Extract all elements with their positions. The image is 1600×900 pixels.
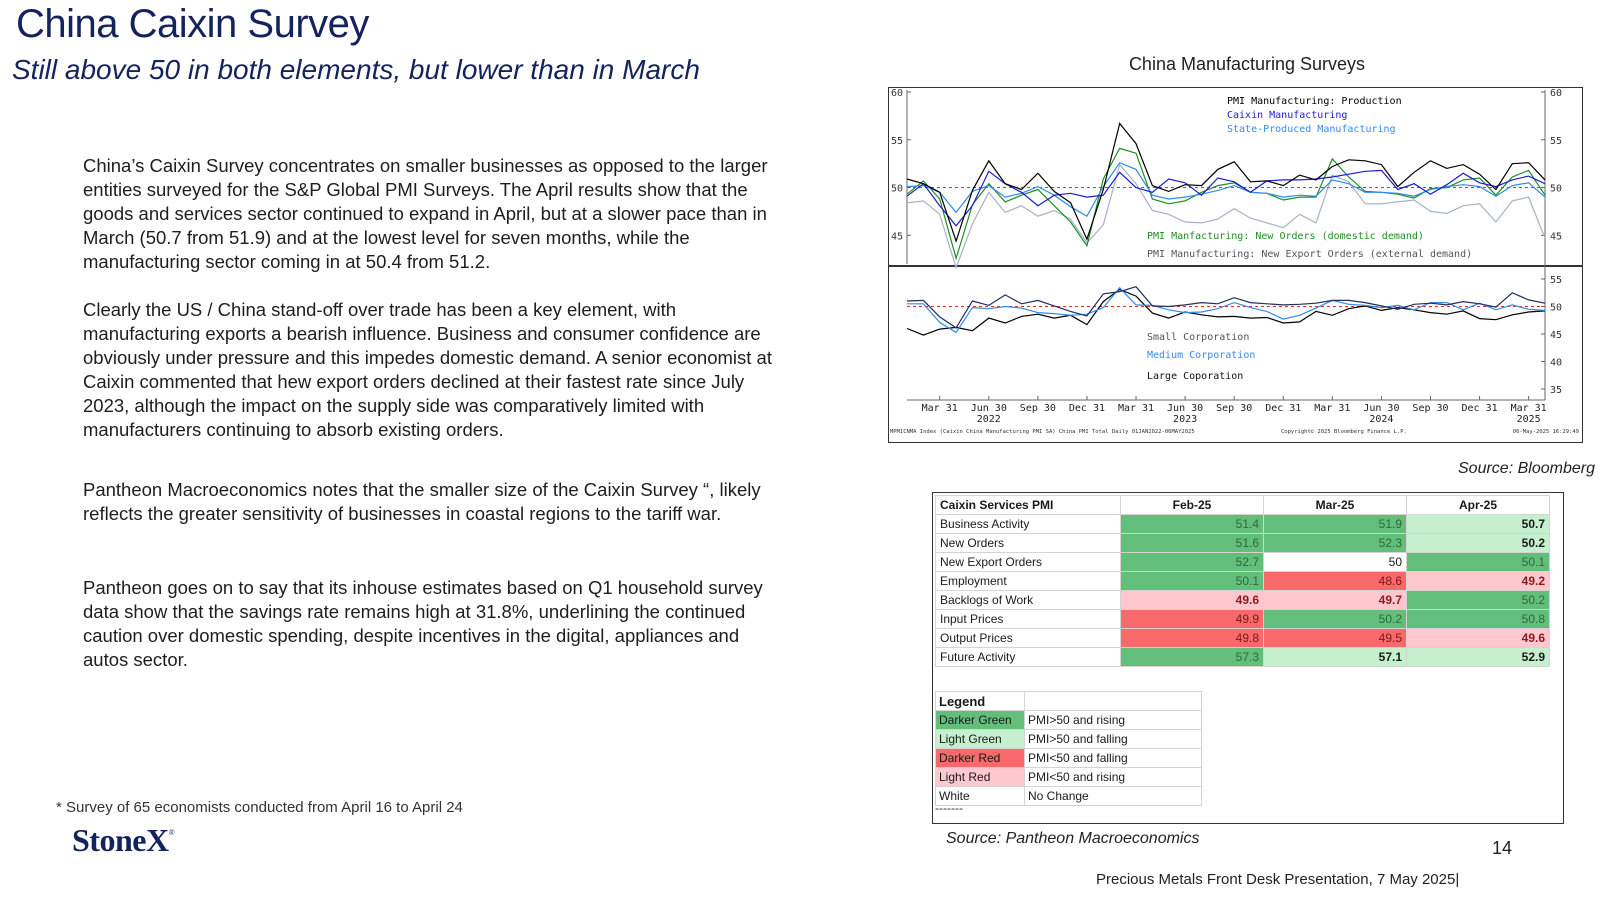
x-tick-label: Dec 31 bbox=[1461, 403, 1498, 414]
legend-blank-cell bbox=[1025, 692, 1202, 711]
x-tick-label: Jun 30 bbox=[1363, 403, 1400, 414]
table-cell: 50 bbox=[1264, 553, 1407, 572]
series-line bbox=[907, 170, 1545, 225]
legend-table bbox=[935, 691, 1202, 806]
legend-color-name: Darker Red bbox=[936, 749, 1025, 768]
legend-description: PMI<50 and rising bbox=[1025, 768, 1202, 787]
table-cell: 50.8 bbox=[1407, 610, 1550, 629]
table-cell: 49.7 bbox=[1264, 591, 1407, 610]
y-tick-label-right: 55 bbox=[1550, 275, 1563, 286]
table-cell: 51.9 bbox=[1264, 515, 1407, 534]
table-cell: 49.9 bbox=[1121, 610, 1264, 629]
y-tick-label-right: 45 bbox=[1550, 231, 1563, 243]
y-tick-label-right: 60 bbox=[1550, 88, 1563, 99]
legend-entry: PMI Manfacturing: New Orders (domestic demand) bbox=[1147, 231, 1424, 242]
table-cell: 50.1 bbox=[1407, 553, 1550, 572]
table-row bbox=[936, 629, 1550, 648]
page-subtitle: Still above 50 in both elements, but lower than in March bbox=[12, 54, 700, 85]
legend-entry: Small Corporation bbox=[1147, 332, 1250, 343]
y-tick-label-right: 50 bbox=[1550, 183, 1563, 195]
x-tick-label: Dec 31 bbox=[1068, 403, 1106, 414]
page-title: China Caixin Survey bbox=[16, 2, 369, 46]
legend-entry: PMI Manufacturing: New Export Orders (external demand) bbox=[1147, 249, 1473, 260]
x-tick-label: Sep 30 bbox=[1216, 403, 1253, 414]
legend-description: PMI<50 and falling bbox=[1025, 749, 1202, 768]
x-tick-label: Mar 31 bbox=[1117, 403, 1155, 414]
x-tick-label: Mar 31 bbox=[1510, 403, 1547, 414]
row-label: Future Activity bbox=[936, 648, 1121, 667]
body-paragraph-4: Pantheon goes on to say that its inhouse estimates based on Q1 household survey data show that the savings rate remains high at 31.8%, underlining the continued caution over domestic spending, despite incentives in the digital, appliances and autos sector. bbox=[83, 577, 763, 670]
dashes-divider: ------- bbox=[935, 801, 963, 815]
page-number: 14 bbox=[1492, 838, 1513, 858]
legend-entry: Caixin Manufacturing bbox=[1227, 110, 1348, 121]
chart-footer-left: MPMICNMA Index (Caixin China Manufacturing PMI SA) China PMI Total Daily 01JAN2022-06MAY2025 bbox=[890, 429, 1195, 435]
table-cell: 49.6 bbox=[1407, 629, 1550, 648]
legend-row bbox=[936, 711, 1202, 730]
table-cell: 50.2 bbox=[1407, 534, 1550, 553]
table-cell: 49.5 bbox=[1264, 629, 1407, 648]
table-cell: 52.3 bbox=[1264, 534, 1407, 553]
table-cell: 57.3 bbox=[1121, 648, 1264, 667]
x-tick-label: Sep 30 bbox=[1412, 403, 1449, 414]
logo-registered-mark: ® bbox=[168, 828, 175, 837]
row-label: Backlogs of Work bbox=[936, 591, 1121, 610]
y-tick-label-left: 60 bbox=[891, 88, 904, 99]
body-paragraph-2: Clearly the US / China stand-off over trade has been a key element, with manufacturing exports a bearish influence. Business and consumer confidence are obviously under pressure and this impedes domestic demand. A senior economist at Caixin commented that hew export orders declined at their fastest rate since July 2023, although the impact on the supply side was comparatively limited with manufacturers continuing to absorb existing orders. bbox=[83, 299, 772, 440]
table-cell: 51.6 bbox=[1121, 534, 1264, 553]
legend-entry: Medium Corporation bbox=[1147, 350, 1256, 361]
y-tick-label-right: 55 bbox=[1550, 135, 1563, 147]
row-label: Employment bbox=[936, 572, 1121, 591]
table-header: Apr-25 bbox=[1407, 496, 1550, 515]
legend-description: PMI>50 and rising bbox=[1025, 711, 1202, 730]
legend-row bbox=[936, 749, 1202, 768]
series-line bbox=[907, 163, 1545, 217]
legend-row bbox=[936, 787, 1202, 806]
pmi-table-panel bbox=[932, 492, 1564, 824]
table-source: Source: Pantheon Macroeconomics bbox=[946, 830, 1200, 847]
chart-svg bbox=[889, 88, 1582, 442]
table-header-row bbox=[936, 496, 1550, 515]
table-header: Mar-25 bbox=[1264, 496, 1407, 515]
table-cell: 57.1 bbox=[1264, 648, 1407, 667]
table-cell: 51.4 bbox=[1121, 515, 1264, 534]
table-cell: 52.9 bbox=[1407, 648, 1550, 667]
row-label: New Export Orders bbox=[936, 553, 1121, 572]
table-cell: 50.1 bbox=[1121, 572, 1264, 591]
bloomberg-chart bbox=[888, 87, 1583, 443]
legend-row bbox=[936, 768, 1202, 787]
chart-title: China Manufacturing Surveys bbox=[1128, 54, 1366, 74]
table-cell: 50.2 bbox=[1407, 591, 1550, 610]
x-tick-label: Mar 31 bbox=[921, 403, 958, 414]
row-label: Input Prices bbox=[936, 610, 1121, 629]
x-year-label: 2024 bbox=[1369, 414, 1394, 425]
legend-color-name: Light Green bbox=[936, 730, 1025, 749]
x-tick-label: Dec 31 bbox=[1265, 403, 1302, 414]
table-header: Feb-25 bbox=[1121, 496, 1264, 515]
presentation-footer: Precious Metals Front Desk Presentation, 7 May 2025| bbox=[1096, 871, 1460, 888]
body-paragraph-3: Pantheon Macroeconomics notes that the smaller size of the Caixin Survey “, likely reflects the greater sensitivity of businesses in coastal regions to the tariff war. bbox=[83, 479, 761, 524]
y-tick-label-left: 50 bbox=[891, 183, 904, 195]
stonex-logo bbox=[72, 822, 174, 859]
legend-description: PMI>50 and falling bbox=[1025, 730, 1202, 749]
y-tick-label-right: 35 bbox=[1550, 385, 1563, 396]
table-row bbox=[936, 572, 1550, 591]
x-tick-label: Mar 31 bbox=[1314, 403, 1351, 414]
table-cell: 50.7 bbox=[1407, 515, 1550, 534]
x-year-label: 2022 bbox=[976, 414, 1001, 425]
row-label: New Orders bbox=[936, 534, 1121, 553]
row-label: Business Activity bbox=[936, 515, 1121, 534]
table-row bbox=[936, 591, 1550, 610]
footnote: * Survey of 65 economists conducted from April 16 to April 24 bbox=[56, 799, 463, 816]
table-row bbox=[936, 610, 1550, 629]
chart-footer-mid: Copyright© 2025 Bloomberg Finance L.P. bbox=[1281, 429, 1407, 435]
chart-source: Source: Bloomberg bbox=[1458, 460, 1595, 477]
legend-color-name: White bbox=[936, 787, 1025, 806]
series-line bbox=[907, 288, 1545, 333]
table-row bbox=[936, 553, 1550, 572]
chart-footer-right: 06-May-2025 16:29:49 bbox=[1512, 429, 1579, 435]
body-paragraph-1: China’s Caixin Survey concentrates on smaller businesses as opposed to the larger entities surveyed for the S&P Global PMI Surveys. The April results show that the goods and services sector continued to expand in April, but at a slower pace than in March (50.7 from 51.9) and at the lowest level for seven months, while the manufacturing sector coming in at 50.4 from 51.2. bbox=[83, 155, 768, 272]
row-label: Output Prices bbox=[936, 629, 1121, 648]
x-tick-label: Jun 30 bbox=[1167, 403, 1204, 414]
table-cell: 49.8 bbox=[1121, 629, 1264, 648]
table-cell: 52.7 bbox=[1121, 553, 1264, 572]
legend-description: No Change bbox=[1025, 787, 1202, 806]
legend-title-row bbox=[936, 692, 1202, 711]
y-tick-label-right: 45 bbox=[1550, 330, 1563, 341]
legend-title: Legend bbox=[936, 692, 1025, 711]
y-tick-label-right: 50 bbox=[1550, 302, 1563, 314]
table-row bbox=[936, 515, 1550, 534]
table-row bbox=[936, 648, 1550, 667]
x-year-label: 2025 bbox=[1516, 414, 1541, 425]
legend-color-name: Light Red bbox=[936, 768, 1025, 787]
legend-row bbox=[936, 730, 1202, 749]
legend-color-name: Darker Green bbox=[936, 711, 1025, 730]
table-cell: 49.2 bbox=[1407, 572, 1550, 591]
x-year-label: 2023 bbox=[1173, 414, 1198, 425]
table-row bbox=[936, 534, 1550, 553]
caixin-services-pmi-table bbox=[935, 495, 1550, 667]
y-tick-label-right: 40 bbox=[1550, 357, 1563, 369]
y-tick-label-left: 55 bbox=[891, 135, 904, 147]
table-cell: 48.6 bbox=[1264, 572, 1407, 591]
x-tick-label: Jun 30 bbox=[970, 403, 1007, 414]
legend-entry: State-Produced Manufacturing bbox=[1227, 124, 1396, 135]
legend-entry: PMI Manufacturing: Production bbox=[1227, 96, 1402, 107]
legend-entry: Large Coporation bbox=[1147, 371, 1244, 382]
logo-text: StoneX bbox=[72, 822, 169, 858]
table-header: Caixin Services PMI bbox=[936, 496, 1121, 515]
table-cell: 49.6 bbox=[1121, 591, 1264, 610]
table-cell: 50.2 bbox=[1264, 610, 1407, 629]
y-tick-label-left: 45 bbox=[891, 231, 904, 243]
x-tick-label: Sep 30 bbox=[1019, 403, 1056, 414]
